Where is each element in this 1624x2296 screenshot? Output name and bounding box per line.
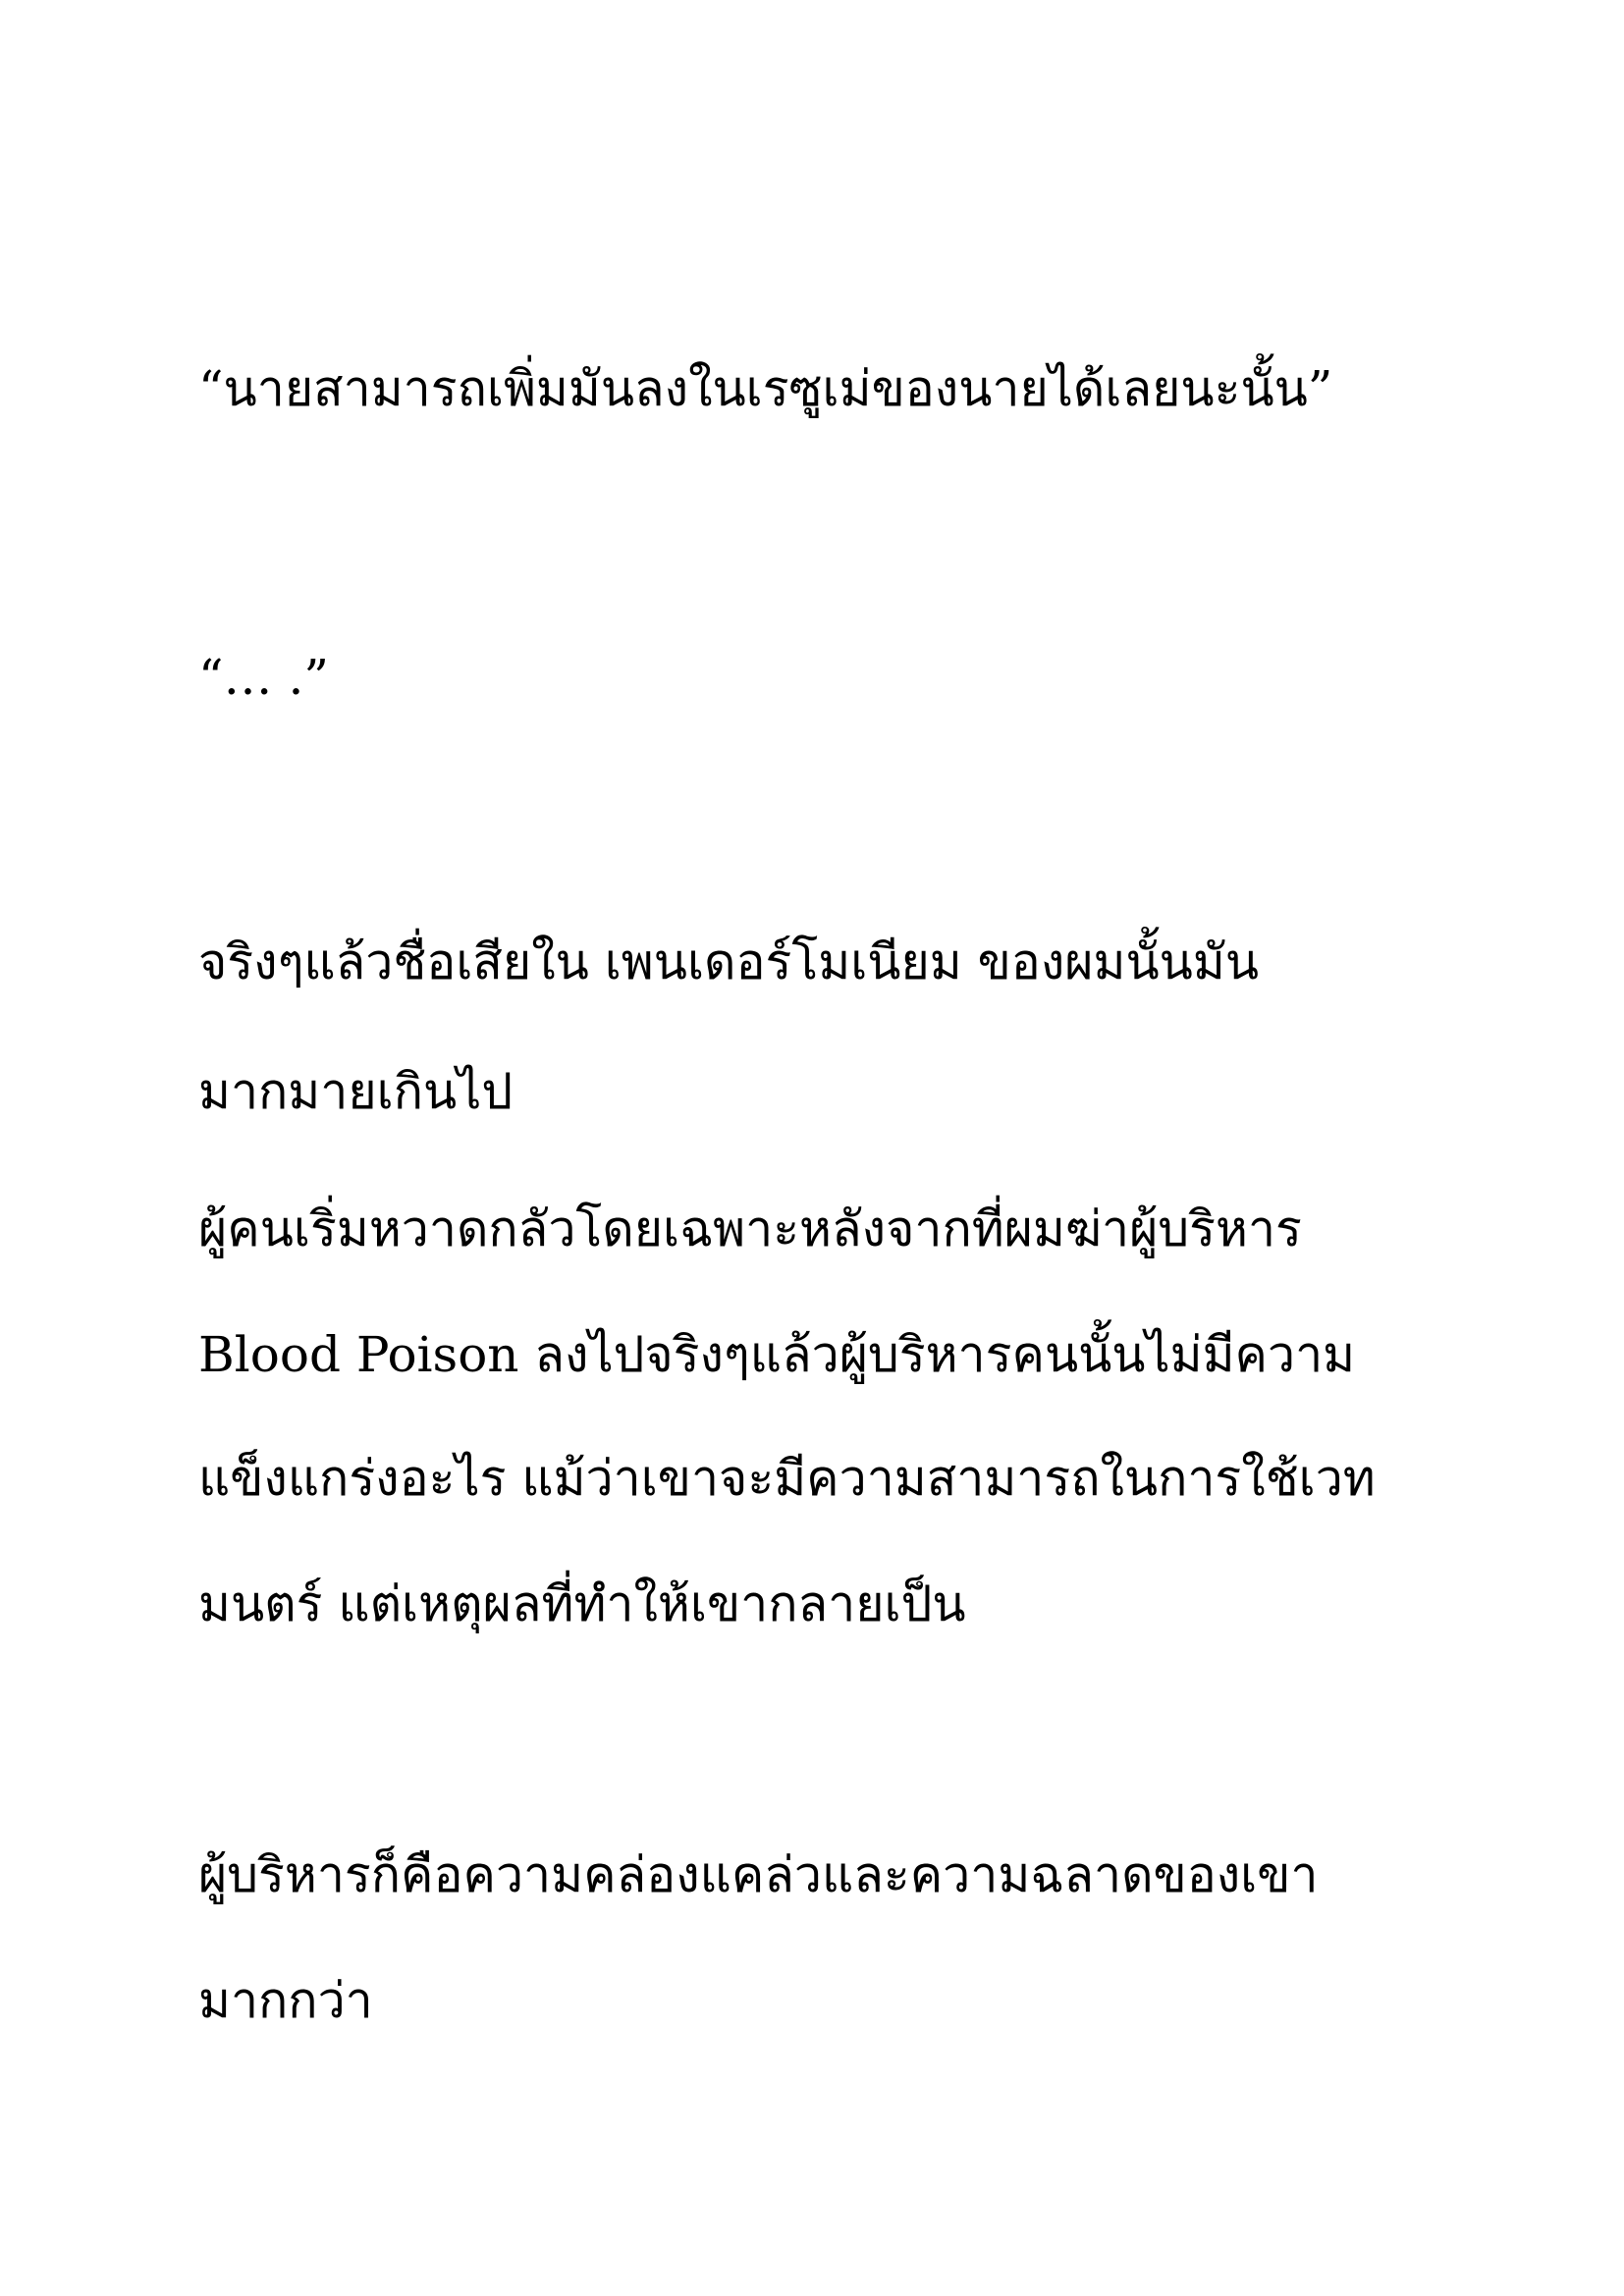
dialogue-line-resume: “นายสามารถเพิ่มมันลงในเรซูเม่ของนายได้เลยนะนั้น” [198,360,1333,417]
paragraph-line: แข็งแกร่งอะไร แม้ว่าเขาจะมีความสามารถในการใช้เวท [198,1450,1376,1507]
dialogue-line-ellipsis: “… .” [198,649,329,706]
paragraph-line: มนตร์ แต่เหตุผลที่ทำให้เขากลายเป็น [198,1575,966,1632]
paragraph-line: ผู้คนเริ่มหวาดกลัวโดยเฉพาะหลังจากที่ผมฆ่าผู้บริหาร [198,1201,1302,1257]
paragraph-line: จริงๆแล้วชื่อเสียใน เพนเดอร์โมเนียม ของผมนั้นมัน [198,934,1260,990]
paragraph-line: มากกว่า [198,1972,373,2029]
paragraph-line: มากมายเกินไป [198,1063,514,1120]
paragraph-line: Blood Poison ลงไปจริงๆแล้วผู้บริหารคนนั้นไม่มีความ [198,1326,1356,1383]
paragraph-line: ผู้บริหารก็คือความคล่องแคล่วและความฉลาดของเขา [198,1846,1319,1903]
